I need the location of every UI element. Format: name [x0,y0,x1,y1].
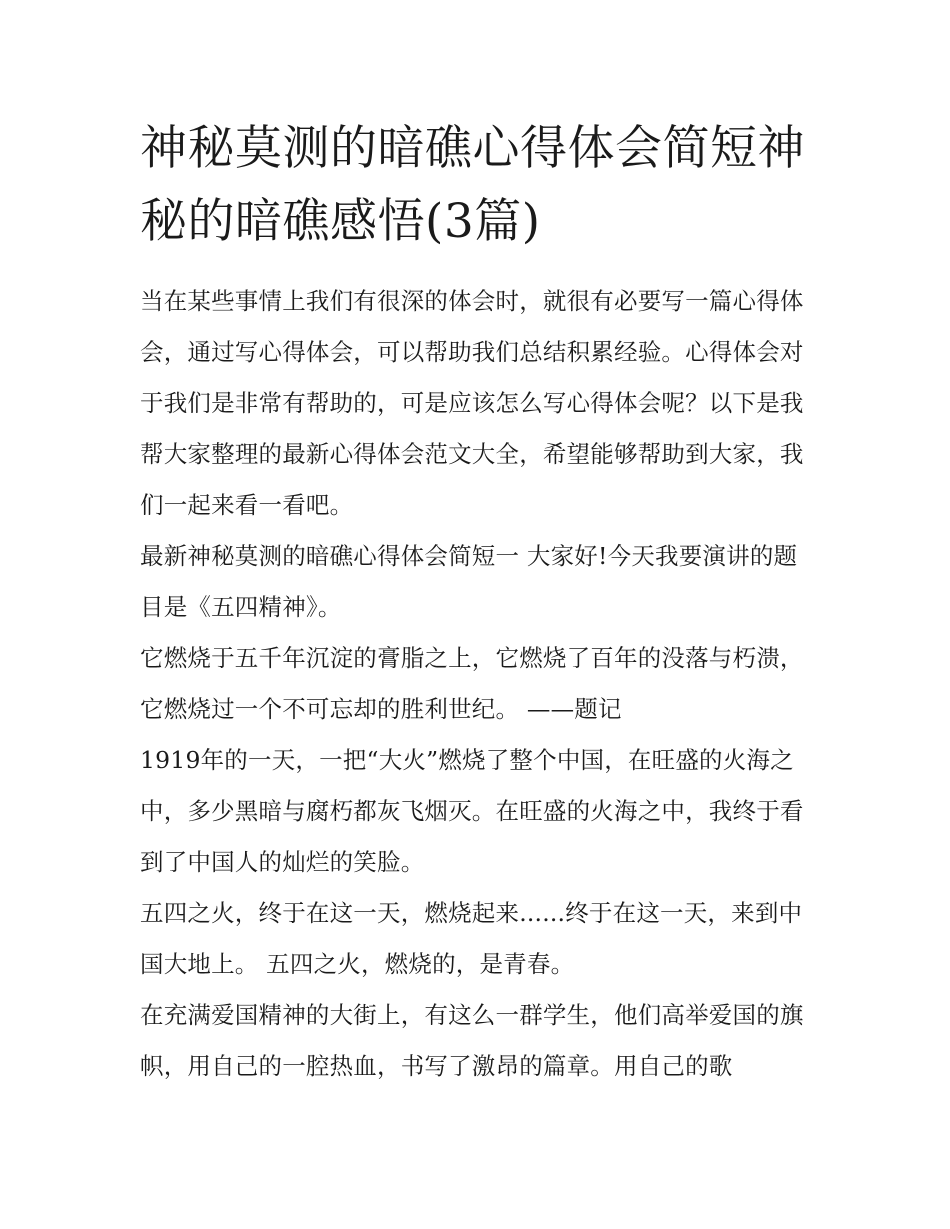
document-title: 神秘莫测的暗礁心得体会简短神秘的暗礁感悟(3篇) [140,121,805,249]
document-body [140,112,820,1092]
paragraph-intro: 当在某些事情上我们有很深的体会时，就很有必要写一篇心得体会，通过写心得体会，可以帮助我们总结积累经验。心得体会对于我们是非常有帮助的，可是应该怎么写心得体会呢？以下是我帮大家整理的最新心得体会范文大全，希望能够帮助到大家，我们一起来看一看吧。 [140,287,804,519]
paragraph-epigraph: 它燃烧于五千年沉淀的膏脂之上，它燃烧了百年的没落与朽溃，它燃烧过一个不可忘却的胜利世纪。 ——题记 [140,644,804,723]
paragraph-1919: 1919年的一天，一把“大火”燃烧了整个中国，在旺盛的火海之中，多少黑暗与腐朽都灰飞烟灭。在旺盛的火海之中，我终于看到了中国人的灿烂的笑脸。 [140,746,804,876]
paragraph-may-fourth-fire: 五四之火，终于在这一天，燃烧起来......终于在这一天，来到中国大地上。 五四之火，燃烧的，是青春。 [140,899,803,978]
paragraph-students: 在充满爱国精神的大街上，有这么一群学生，他们高举爱国的旗帜，用自己的一腔热血，书写了激昂的篇章。用自己的歌 [140,1001,804,1080]
paragraph-speech-opening: 最新神秘莫测的暗礁心得体会简短一 大家好!今天我要演讲的题目是《五四精神》。 [140,542,798,621]
